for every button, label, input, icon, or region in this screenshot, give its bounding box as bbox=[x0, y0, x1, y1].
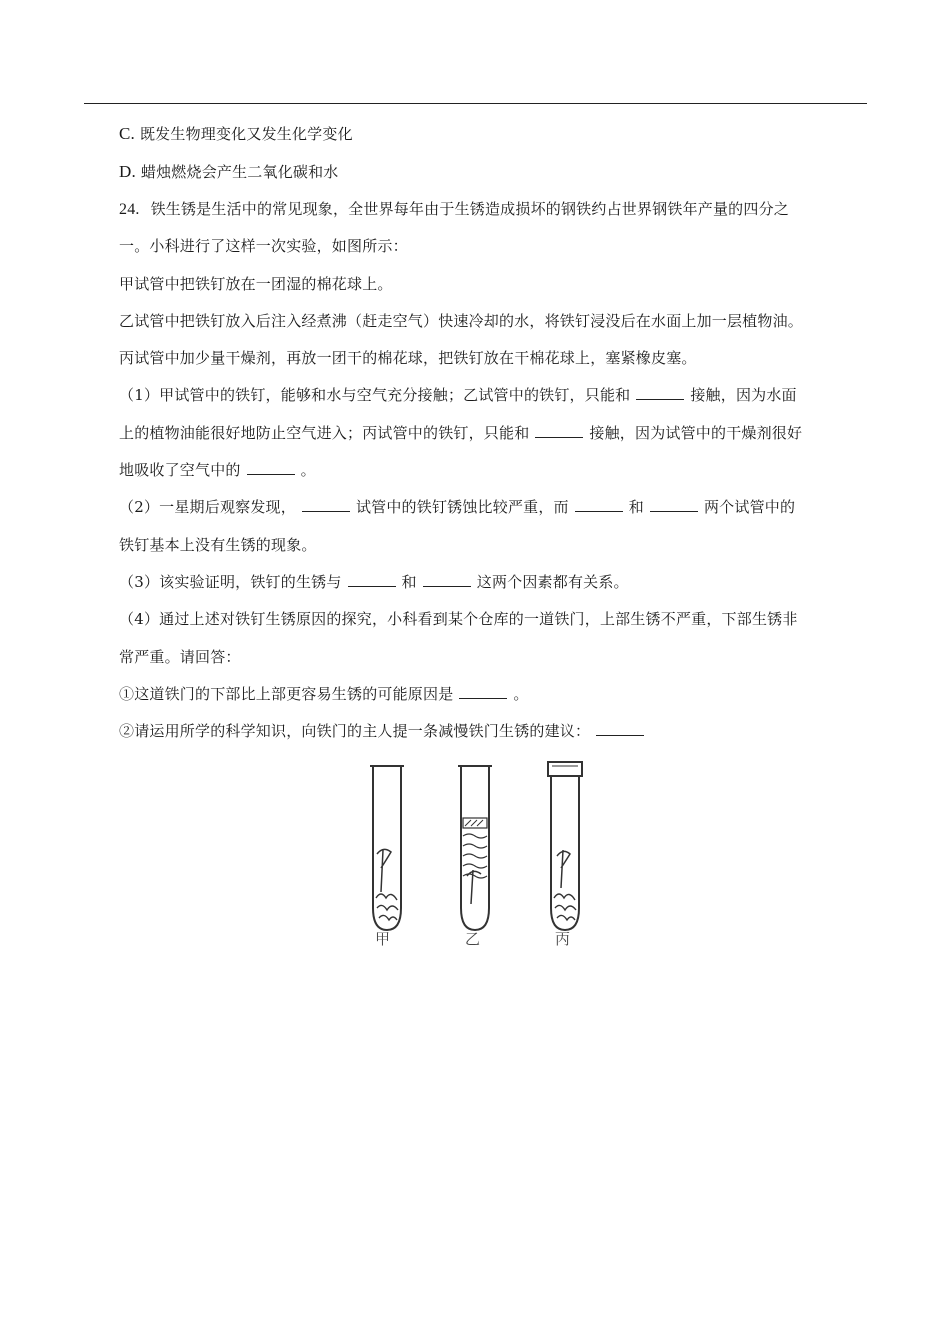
answer-blank bbox=[575, 498, 623, 512]
answer-blank bbox=[459, 685, 507, 699]
q1-text-e: 地吸收了空气中的 bbox=[119, 461, 241, 479]
answer-blank bbox=[302, 498, 350, 512]
answer-blank bbox=[423, 573, 471, 587]
question-intro-line-2: 一。小科进行了这样一次实验，如图所示： bbox=[119, 237, 408, 255]
q4-1-text: ①这道铁门的下部比上部更容易生锈的可能原因是 bbox=[119, 685, 454, 703]
setup-yi: 乙试管中把铁钉放入后注入经煮沸（赶走空气）快速冷却的水，将铁钉浸没后在水面上加一层植物油。 bbox=[119, 312, 804, 330]
cotton-jia bbox=[376, 894, 398, 920]
option-d bbox=[119, 162, 339, 182]
setup-bing: 丙试管中加少量干燥剂，再放一团干的棉花球，把铁钉放在干棉花球上，塞紧橡皮塞。 bbox=[119, 349, 697, 367]
q2-text-c: 和 bbox=[628, 498, 644, 516]
test-tube-diagram bbox=[355, 758, 595, 948]
q1-text-d: 接触，因为试管中的干燥剂很好 bbox=[589, 424, 803, 442]
label-jia: 甲 bbox=[375, 930, 391, 948]
label-bing: 丙 bbox=[555, 930, 571, 948]
q1-text-a: （1）甲试管中的铁钉，能够和水与空气充分接触；乙试管中的铁钉，只能和 bbox=[119, 386, 631, 404]
answer-blank bbox=[247, 461, 295, 475]
option-d-text: 蜡烛燃烧会产生二氧化碳和水 bbox=[140, 163, 339, 181]
q1-text-f: 。 bbox=[300, 461, 316, 479]
q2-text-d: 两个试管中的 bbox=[703, 498, 796, 516]
option-d-letter: D. bbox=[119, 162, 136, 181]
answer-blank bbox=[535, 424, 583, 438]
option-c bbox=[119, 124, 353, 144]
oil-layer-yi bbox=[463, 818, 487, 828]
stopper-bing bbox=[548, 762, 582, 776]
setup-jia: 甲试管中把铁钉放在一团湿的棉花球上。 bbox=[119, 275, 393, 293]
cotton-bing bbox=[554, 894, 576, 920]
q4-2-text: ②请运用所学的科学知识，向铁门的主人提一条减慢铁门生锈的建议： bbox=[119, 722, 591, 740]
subquestion-2-line-1 bbox=[119, 497, 795, 517]
answer-blank bbox=[596, 722, 644, 736]
header-rule bbox=[84, 103, 867, 104]
question-intro-1: 铁生锈是生活中的常见现象，全世界每年由于生锈造成损坏的钢铁约占世界钢铁年产量的四分之 bbox=[150, 200, 789, 218]
option-c-letter: C. bbox=[119, 124, 135, 143]
tube-jia bbox=[373, 766, 401, 930]
q3-text-c: 这两个因素都有关系。 bbox=[476, 573, 629, 591]
answer-blank bbox=[636, 386, 684, 400]
q4-1-end: 。 bbox=[513, 685, 529, 703]
subquestion-1-line-3 bbox=[119, 460, 316, 480]
subquestion-1-line-1 bbox=[119, 385, 797, 405]
subquestion-4-part-2 bbox=[119, 721, 650, 741]
subquestion-4-line-1: （4）通过上述对铁钉生锈原因的探究，小科看到某个仓库的一道铁门，上部生锈不严重，下部生锈非 bbox=[119, 610, 798, 628]
nail-bing bbox=[557, 850, 570, 888]
q3-text-b: 和 bbox=[401, 573, 417, 591]
q3-text-a: （3）该实验证明，铁钉的生锈与 bbox=[119, 573, 342, 591]
q1-text-c: 上的植物油能很好地防止空气进入；丙试管中的铁钉，只能和 bbox=[119, 424, 530, 442]
label-yi: 乙 bbox=[465, 930, 481, 948]
subquestion-2-line-2: 铁钉基本上没有生锈的现象。 bbox=[119, 536, 317, 554]
q2-text-b: 试管中的铁钉锈蚀比较严重，而 bbox=[355, 498, 569, 516]
subquestion-3 bbox=[119, 572, 629, 592]
tube-yi bbox=[461, 766, 489, 930]
answer-blank bbox=[650, 498, 698, 512]
nail-jia bbox=[377, 849, 391, 892]
option-c-text: 既发生物理变化又发生化学变化 bbox=[139, 125, 353, 143]
subquestion-4-part-1 bbox=[119, 684, 529, 704]
answer-blank bbox=[348, 573, 396, 587]
q1-text-b: 接触，因为水面 bbox=[690, 386, 797, 404]
subquestion-1-line-2 bbox=[119, 423, 802, 443]
q2-text-a: （2）一星期后观察发现， bbox=[119, 498, 296, 516]
subquestion-4-line-2: 常严重。请回答： bbox=[119, 648, 241, 666]
test-tube-figure bbox=[355, 758, 595, 948]
question-number: 24. bbox=[119, 201, 140, 218]
question-intro-line-1 bbox=[119, 199, 789, 220]
